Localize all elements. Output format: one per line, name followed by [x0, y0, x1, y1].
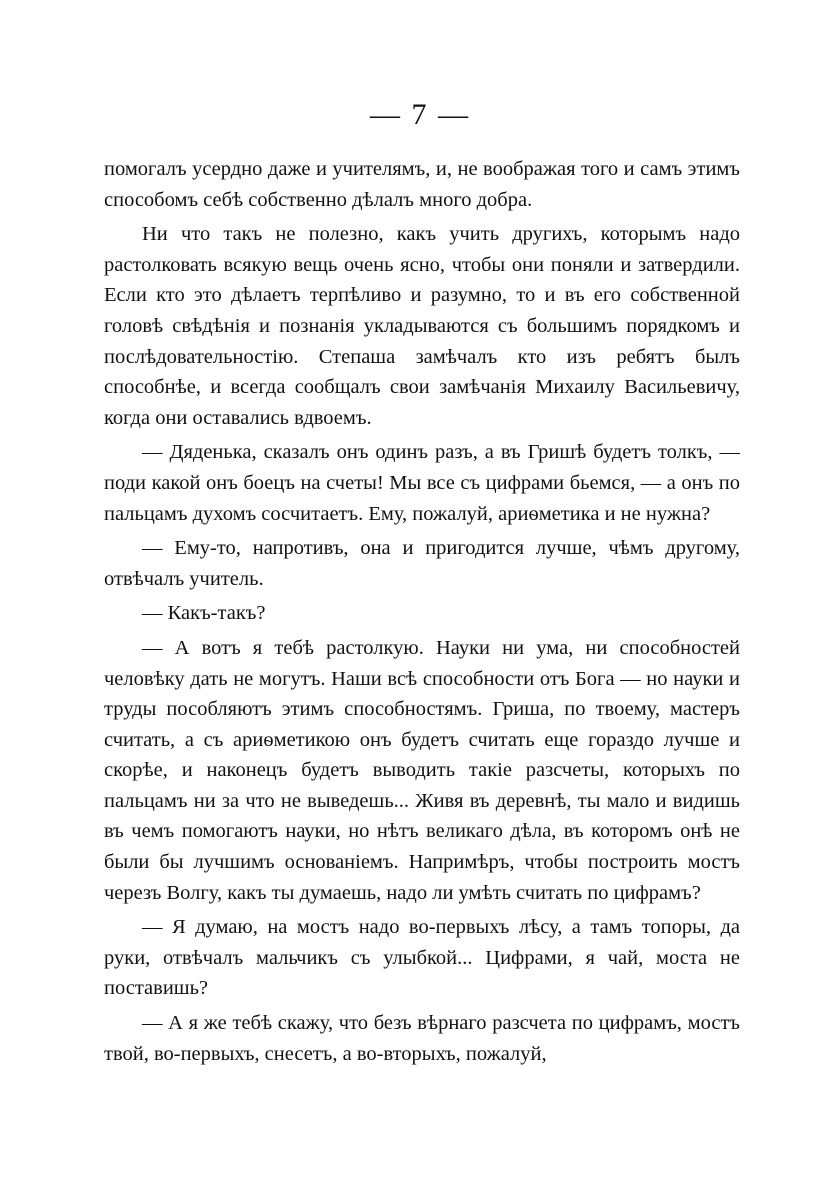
paragraph-1: помогалъ усердно даже и учителямъ, и, не воображая того и самъ этимъ способомъ себѣ собственно дѣлалъ много добра. — [104, 158, 740, 211]
page-number: — 7 — — [370, 98, 470, 131]
paragraph-3: — Дяденька, сказалъ онъ одинъ разъ, а въ Гришѣ будетъ толкъ, — поди какой онъ боецъ на счеты! Мы все съ цифрами бьемся, — а онъ по пальцамъ духомъ сосчитаетъ. Ему, пожалуй, ариѳметика и не нужна? — [104, 441, 740, 525]
paragraph-7: — Я думаю, на мостъ надо во-первыхъ лѣсу, а тамъ топоры, да руки, отвѣчалъ мальчикъ съ улыбкой... Цифрами, я чай, моста не поставишь? — [104, 916, 740, 1000]
paragraph-6: — А вотъ я тебѣ растолкую. Науки ни ума, ни способностей человѣку дать не могутъ. Наши всѣ способности отъ Бога — но науки и труды пособляютъ этимъ способностямъ. Гриша, по твоему, мастеръ считать, а съ ариѳметикою онъ будетъ считать еще гораздо лучше и скорѣе, и наконецъ будетъ выводить такіе разсчеты, которыхъ по пальцамъ ни за что не выведешь... Живя въ деревнѣ, ты мало и видишь въ чемъ помогаютъ науки, но нѣтъ великаго дѣла, въ которомъ онѣ не были бы лучшимъ основаніемъ. Напримѣръ, чтобы построить мостъ черезъ Волгу, какъ ты думаешь, надо ли умѣть считать по цифрамъ? — [104, 636, 740, 904]
paragraph-8: — А я же тебѣ скажу, что безъ вѣрнаго разсчета по цифрамъ, мостъ твой, во-первыхъ, снесетъ, а во-вторыхъ, пожалуй, — [104, 1012, 740, 1065]
paragraph-5: — Какъ-такъ? — [142, 602, 266, 625]
paragraph-2: Ни что такъ не полезно, какъ учить другихъ, которымъ надо растолковать всякую вещь очень ясно, чтобы они поняли и затвердили. Если кто это дѣлаетъ терпѣливо и разумно, то и въ его собственной головѣ свѣдѣнія и познанія укладываются съ большимъ порядкомъ и послѣдовательностію. Степаша замѣчалъ кто изъ ребятъ былъ способнѣе, и всегда сообщалъ свои замѣчанія Михаилу Васильевичу, когда они оставались вдвоемъ. — [104, 223, 740, 429]
paragraph-4: — Ему-то, напротивъ, она и пригодится лучше, чѣмъ другому, отвѣчалъ учитель. — [104, 537, 740, 590]
body-text — [104, 154, 740, 1073]
